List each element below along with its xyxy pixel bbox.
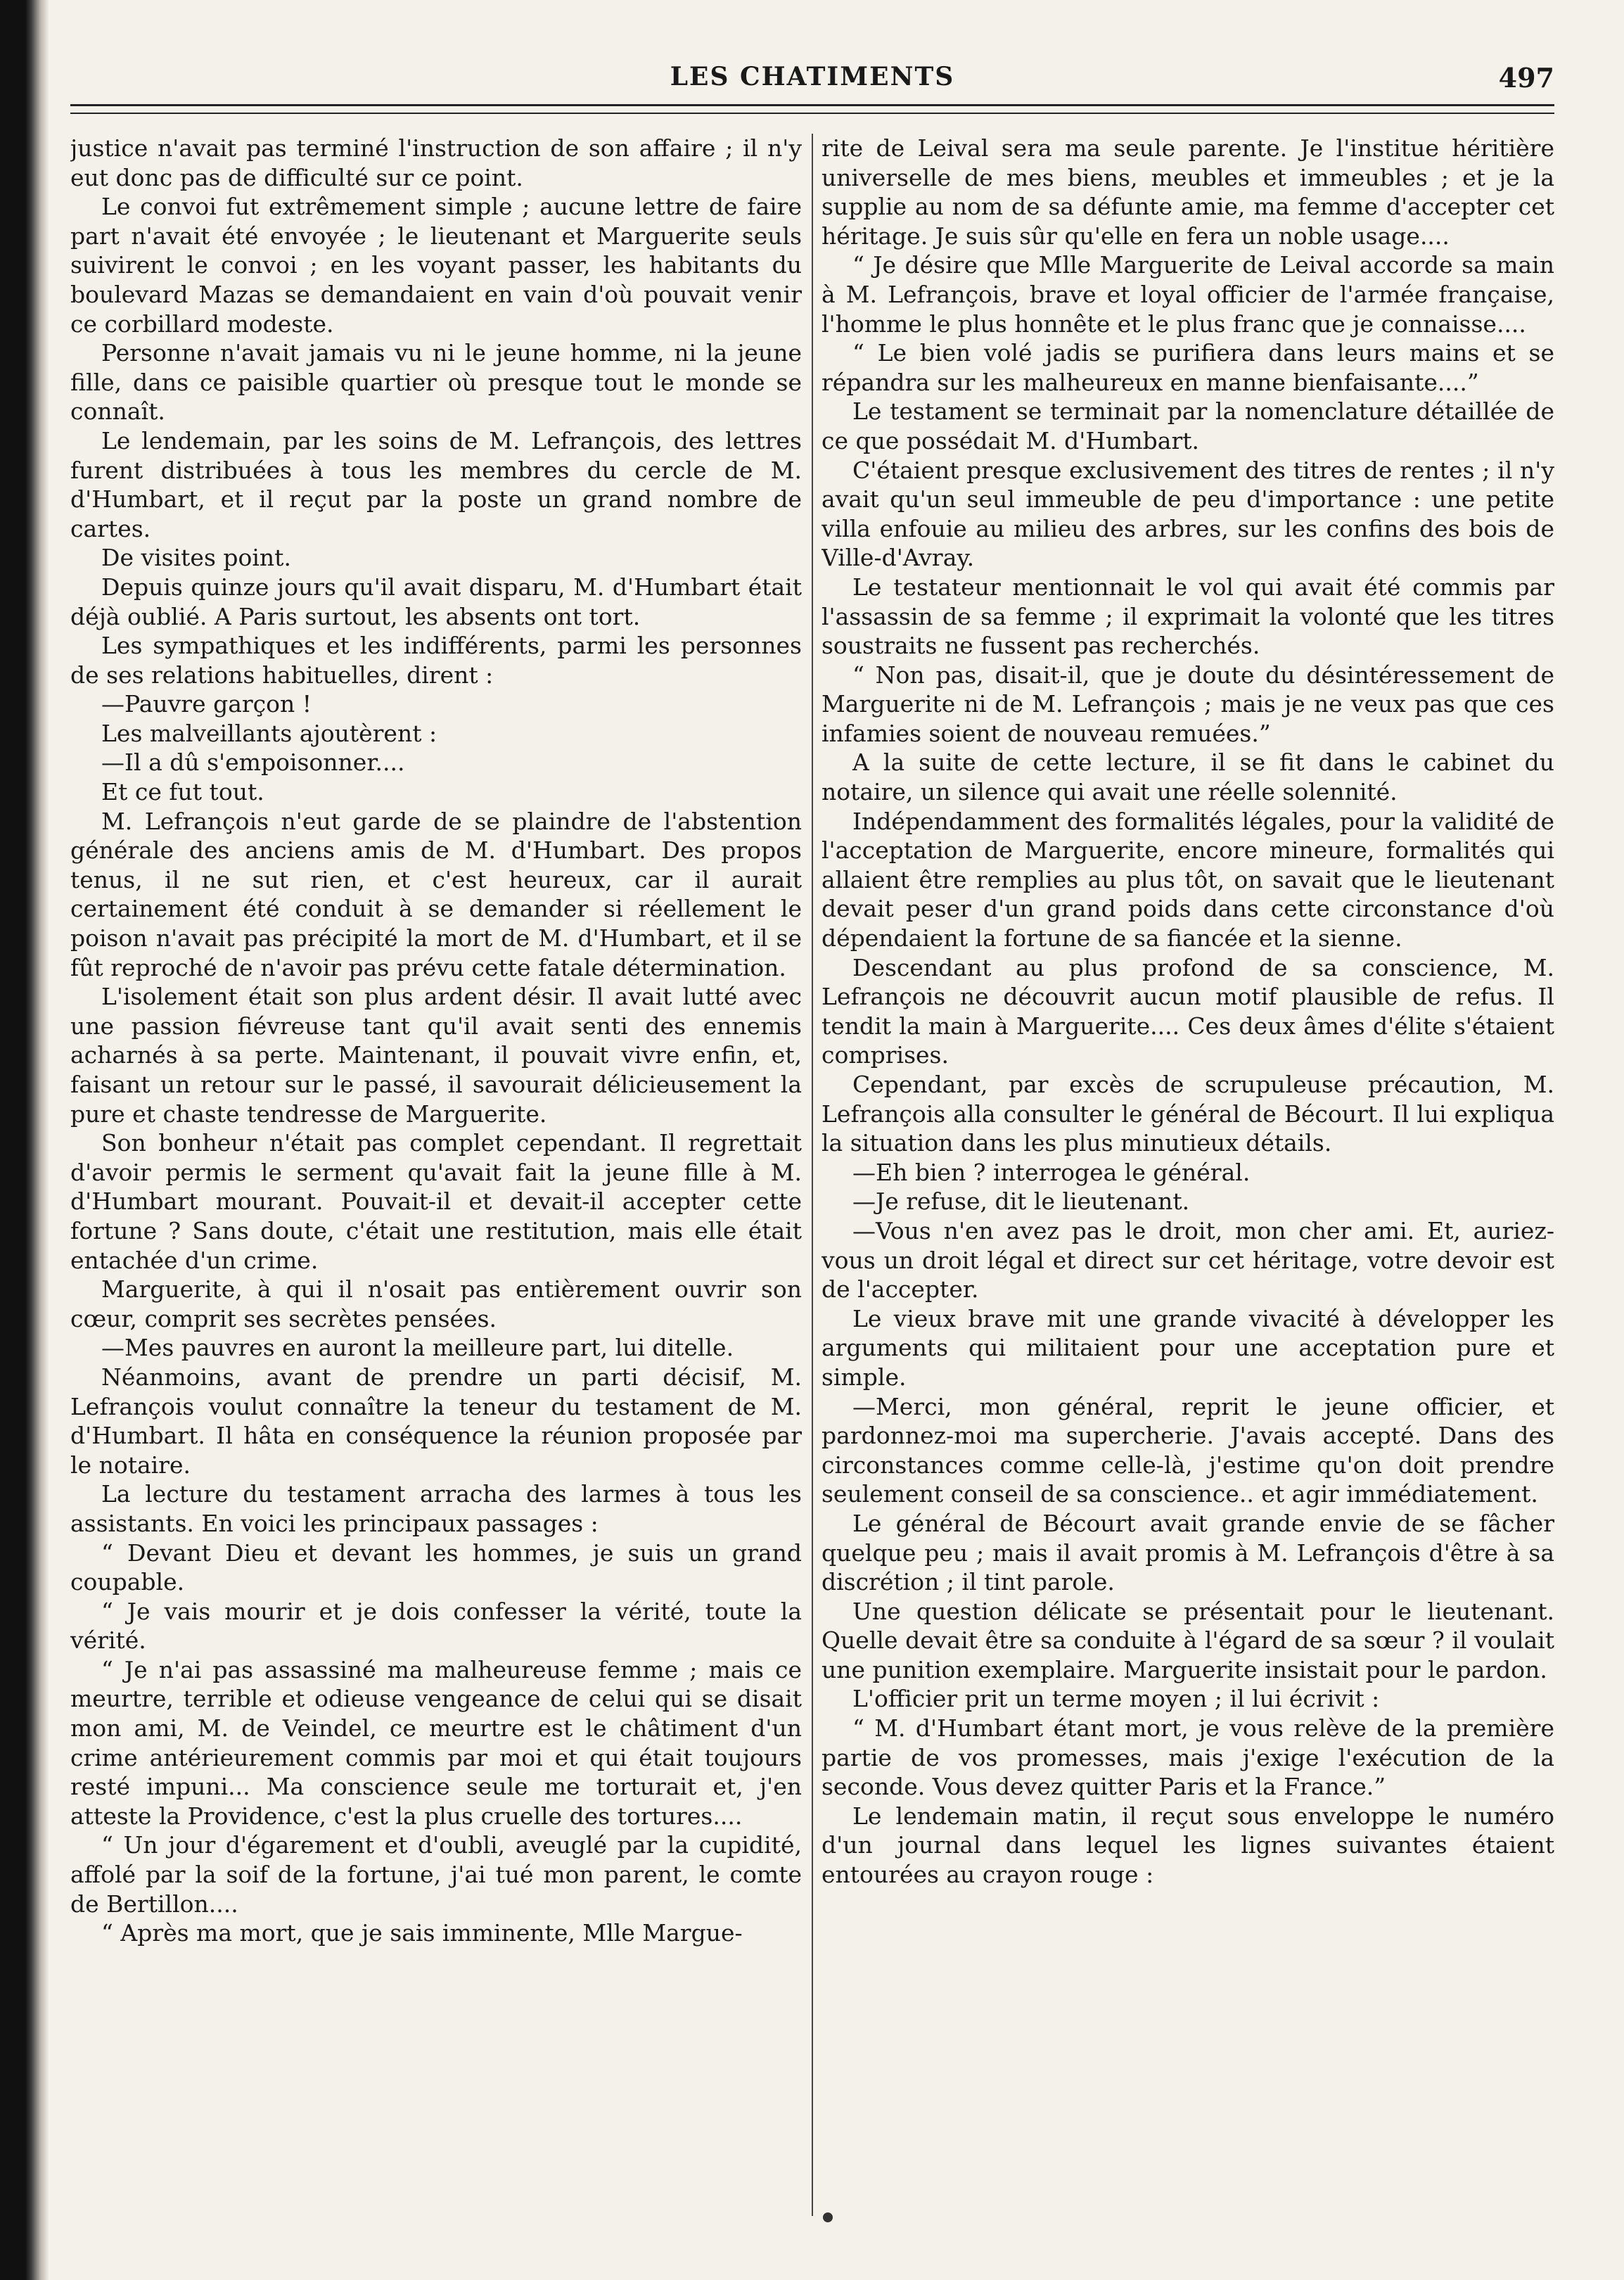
paragraph: C'étaient presque exclusivement des titres de rentes ; il n'y avait qu'un seul immeuble de peu d'importance : une petite villa enfouie au milieu des arbres, sur les confins des bois de Ville-d'Avray.	[821, 456, 1554, 572]
paragraph: Marguerite, à qui il n'osait pas entièrement ouvrir son cœur, comprit ses secrètes pensées.	[70, 1275, 802, 1332]
running-title: LES CHATIMENTS	[670, 62, 955, 91]
paragraph: L'officier prit un terme moyen ; il lui écrivit :	[852, 1685, 1380, 1713]
paragraph: L'isolement était son plus ardent désir. Il avait lutté avec une passion fiévreuse tant qu'il avait senti des ennemis acharnés à sa perte. Maintenant, il pouvait vivre enfin, et, faisant un retour sur le passé, il savourait délicieusement la pure et chaste tendresse de Marguerite.	[70, 983, 802, 1128]
paragraph: Indépendamment des formalités légales, pour la validité de l'acceptation de Marguerite, encore mineure, formalités qui allaient être remplies au plus tôt, on savait que le lieutenant devait peser d'un grand poids dans cette circonstance d'où dépendaient la fortune de sa fiancée et la sienne.	[821, 807, 1554, 953]
paragraph: —Merci, mon général, reprit le jeune officier, et pardonnez-moi ma supercherie. J'avais accepté. Dans des circonstances comme celle-là, j'estime qu'on doit prendre seulement conseil de sa conscience.. et agir immédiatement.	[821, 1392, 1554, 1508]
ink-speck	[823, 2212, 833, 2222]
left-column	[70, 134, 802, 2244]
book-binding-edge	[0, 0, 49, 2280]
paragraph: rite de Leival sera ma seule parente. Je l'institue héritière universelle de mes biens, meubles et immeubles ; et je la supplie au nom de sa défunte amie, ma femme d'accepter cet héritage. Je suis sûr qu'elle en fera un noble usage....	[821, 134, 1554, 250]
page-header	[70, 62, 1554, 104]
paragraph: Depuis quinze jours qu'il avait disparu, M. d'Humbart était déjà oublié. A Paris surtout, les absents ont tort.	[70, 573, 802, 630]
paragraph: Une question délicate se présentait pour le lieutenant. Quelle devait être sa conduite à l'égard de sa sœur ? il voulait une punition exemplaire. Marguerite insistait pour le pardon.	[821, 1597, 1554, 1683]
paragraph: Son bonheur n'était pas complet cependant. Il regrettait d'avoir permis le serment qu'avait fait la jeune fille à M. d'Humbart mourant. Pouvait-il et devait-il accepter cette fortune ? Sans doute, c'était une restitution, mais elle était entachée d'un crime.	[70, 1129, 802, 1274]
paragraph: Cependant, par excès de scrupuleuse précaution, M. Lefrançois alla consulter le général de Bécourt. Il lui expliqua la situation dans les plus minutieux détails.	[821, 1071, 1554, 1157]
paragraph: Le général de Bécourt avait grande envie de se fâcher quelque peu ; mais il avait promis à M. Lefrançois d'être à sa discrétion ; il tint parole.	[821, 1509, 1554, 1596]
paragraph: “ Je n'ai pas assassiné ma malheureuse femme ; mais ce meurtre, terrible et odieuse vengeance de celui qui se disait mon ami, M. de Veindel, ce meurtre est le châtiment d'un crime antérieurement commis par moi et qui était toujours resté impuni... Ma conscience seule me torturait et, j'en atteste la Providence, c'est la plus cruelle des tortures....	[70, 1655, 802, 1830]
paragraph: “ Non pas, disait-il, que je doute du désintéressement de Marguerite ni de M. Lefrançois ; mais je ne veux pas que ces infamies soient de nouveau remuées.”	[821, 661, 1554, 747]
paragraph: justice n'avait pas terminé l'instruction de son affaire ; il n'y eut donc pas de difficulté sur ce point.	[70, 134, 802, 191]
paragraph: “ Un jour d'égarement et d'oubli, aveuglé par la cupidité, affolé par la soif de la fortune, j'ai tué mon parent, le comte de Bertillon....	[70, 1831, 802, 1918]
header-rule	[70, 104, 1554, 106]
paragraph: Le lendemain, par les soins de M. Lefrançois, des lettres furent distribuées à tous les membres du cercle de M. d'Humbart, et il reçut par la poste un grand nombre de cartes.	[70, 426, 802, 542]
paragraph: Le convoi fut extrêmement simple ; aucune lettre de faire part n'avait été envoyée ; le lieutenant et Marguerite seuls suivirent le convoi ; en les voyant passer, les habitants du boulevard Mazas se demandaient en vain d'où pouvait venir ce corbillard modeste.	[70, 193, 802, 338]
paragraph: —Vous n'en avez pas le droit, mon cher ami. Et, auriez-vous un droit légal et direct sur cet héritage, votre devoir est de l'accepter.	[821, 1216, 1554, 1304]
paragraph: “ Je vais mourir et je dois confesser la vérité, toute la vérité.	[70, 1597, 802, 1655]
paragraph: —Je refuse, dit le lieutenant.	[852, 1187, 1190, 1216]
paragraph: Le lendemain matin, il reçut sous enveloppe le numéro d'un journal dans lequel les lignes suivantes étaient entourées au crayon rouge :	[821, 1802, 1554, 1889]
paragraph: “ Devant Dieu et devant les hommes, je suis un grand coupable.	[70, 1539, 802, 1596]
paragraph: —Pauvre garçon !	[101, 690, 312, 718]
paragraph: Personne n'avait jamais vu ni le jeune homme, ni la jeune fille, dans ce paisible quartier où presque tout le monde se connaît.	[70, 339, 802, 426]
paragraph: —Il a dû s'empoisonner....	[101, 749, 405, 777]
paragraph: “ Après ma mort, que je sais imminente, Mlle Margue-	[101, 1919, 743, 1947]
header-rule-double	[70, 113, 1554, 114]
column-divider	[812, 134, 813, 2216]
paragraph: Les sympathiques et les indifférents, parmi les personnes de ses relations habituelles, dirent :	[70, 632, 802, 689]
paragraph: —Eh bien ? interrogea le général.	[852, 1158, 1251, 1186]
paragraph: Les malveillants ajoutèrent :	[101, 719, 437, 747]
page-number: 497	[1498, 62, 1554, 94]
paragraph: Et ce fut tout.	[101, 778, 264, 806]
paragraph: Le testament se terminait par la nomenclature détaillée de ce que possédait M. d'Humbart.	[821, 397, 1554, 454]
paragraph: “ M. d'Humbart étant mort, je vous relève de la première partie de vos promesses, mais j'exige l'exécution de la seconde. Vous devez quitter Paris et la France.”	[821, 1714, 1554, 1801]
paragraph: Néanmoins, avant de prendre un parti décisif, M. Lefrançois voulut connaître la teneur du testament de M. d'Humbart. Il hâta en conséquence la réunion proposée par le notaire.	[70, 1363, 802, 1479]
paragraph: Descendant au plus profond de sa conscience, M. Lefrançois ne découvrit aucun motif plausible de refus. Il tendit la main à Marguerite.... Ces deux âmes d'élite s'étaient comprises.	[821, 953, 1554, 1069]
paragraph: De visites point.	[101, 544, 291, 572]
paragraph: “ Je désire que Mlle Marguerite de Leival accorde sa main à M. Lefrançois, brave et loyal officier de l'armée française, l'homme le plus honnête et le plus franc que je connaisse....	[821, 251, 1554, 338]
paragraph: Le vieux brave mit une grande vivacité à développer les arguments qui militaient pour une acceptation pure et simple.	[821, 1304, 1554, 1391]
right-column	[821, 134, 1554, 2244]
paragraph: M. Lefrançois n'eut garde de se plaindre de l'abstention générale des anciens amis de M. d'Humbart. Des propos tenus, il ne sut rien, et c'est heureux, car il aurait certainement été conduit à se demander si réellement le poison n'avait pas précipité la mort de M. d'Humbart, et il se fût reproché de n'avoir pas prévu cette fatale détermination.	[70, 807, 802, 981]
paragraph: Le testateur mentionnait le vol qui avait été commis par l'assassin de sa femme ; il exprimait la volonté que les titres soustraits ne fussent pas recherchés.	[821, 573, 1554, 660]
paragraph: “ Le bien volé jadis se purifiera dans leurs mains et se répandra sur les malheureux en manne bienfaisante....”	[821, 339, 1554, 396]
paragraph: —Mes pauvres en auront la meilleure part, lui ditelle.	[101, 1334, 734, 1362]
paragraph: A la suite de cette lecture, il se fit dans le cabinet du notaire, un silence qui avait une réelle solennité.	[821, 749, 1554, 806]
paragraph: La lecture du testament arracha des larmes à tous les assistants. En voici les principaux passages :	[70, 1480, 802, 1537]
